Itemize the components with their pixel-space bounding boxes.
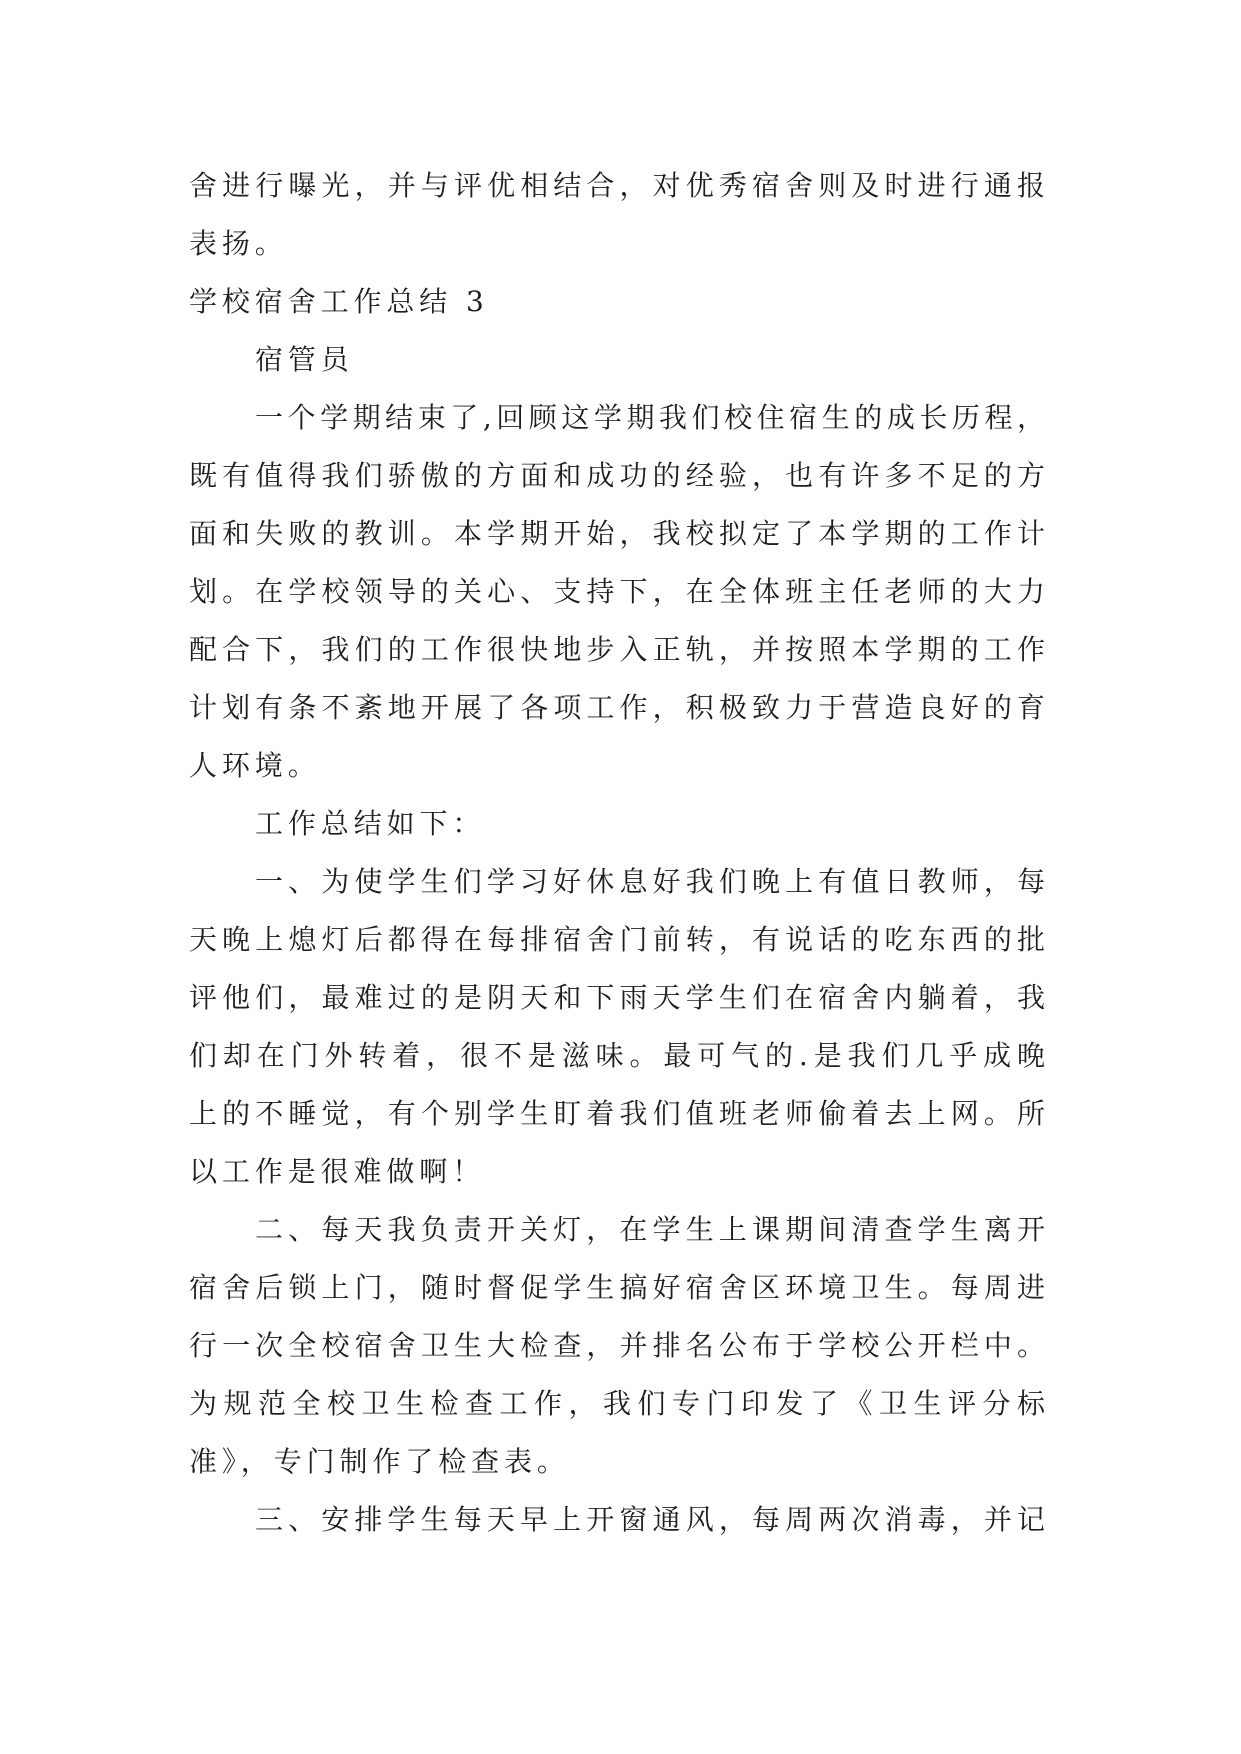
paragraph-line: 上的不睡觉，有个别学生盯着我们值班老师偷着去上网。所 — [189, 1097, 1048, 1130]
paragraph-line: 人环境。 — [189, 749, 321, 782]
paragraph-line: 配合下，我们的工作很快地步入正轨，并按照本学期的工作 — [189, 633, 1048, 666]
paragraph-line: 工作总结如下： — [255, 807, 486, 840]
paragraph — [189, 389, 1048, 795]
paragraph-line: 既有值得我们骄傲的方面和成功的经验，也有许多不足的方 — [189, 459, 1048, 492]
paragraph-line: 天晚上熄灯后都得在每排宿舍门前转，有说话的吃东西的批 — [189, 923, 1048, 956]
paragraph-line: 一个学期结束了,回顾这学期我们校住宿生的成长历程， — [255, 401, 1048, 434]
paragraph-line: 面和失败的教训。本学期开始，我校拟定了本学期的工作计 — [189, 517, 1048, 550]
paragraph-line: 为规范全校卫生检查工作，我们专门印发了《卫生评分标 — [189, 1387, 1048, 1420]
paragraph-line: 舍进行曝光，并与评优相结合，对优秀宿舍则及时进行通报 — [189, 169, 1048, 202]
paragraph-line: 以工作是很难做啊！ — [189, 1155, 486, 1188]
paragraph — [189, 1201, 1048, 1491]
section-title: 学校宿舍工作总结 3 — [189, 285, 489, 318]
paragraph-line: 划。在学校领导的关心、支持下，在全体班主任老师的大力 — [189, 575, 1048, 608]
paragraph-line: 们却在门外转着，很不是滋味。最可气的.是我们几乎成晚 — [189, 1039, 1048, 1072]
byline — [189, 331, 1045, 389]
byline-text: 宿管员 — [255, 343, 354, 376]
paragraph-line: 二、每天我负责开关灯，在学生上课期间清查学生离开 — [255, 1213, 1048, 1246]
paragraph-line: 行一次全校宿舍卫生大检查，并排名公布于学校公开栏中。 — [189, 1329, 1048, 1362]
paragraph-line: 一、为使学生们学习好休息好我们晚上有值日教师，每 — [255, 865, 1048, 898]
paragraph — [189, 1491, 1048, 1549]
paragraph-line: 三、安排学生每天早上开窗通风，每周两次消毒，并记 — [255, 1503, 1048, 1536]
paragraph-line: 准》，专门制作了检查表。 — [189, 1445, 570, 1478]
paragraph-line: 表扬。 — [189, 227, 288, 260]
paragraph — [189, 853, 1048, 1201]
continued-paragraph — [189, 157, 1048, 273]
summary-intro — [189, 795, 1045, 853]
paragraph-line: 宿舍后锁上门，随时督促学生搞好宿舍区环境卫生。每周进 — [189, 1271, 1048, 1304]
document-body — [189, 157, 1048, 1549]
paragraph-line: 计划有条不紊地开展了各项工作，积极致力于营造良好的育 — [189, 691, 1048, 724]
paragraph-line: 评他们，最难过的是阴天和下雨天学生们在宿舍内躺着，我 — [189, 981, 1048, 1014]
